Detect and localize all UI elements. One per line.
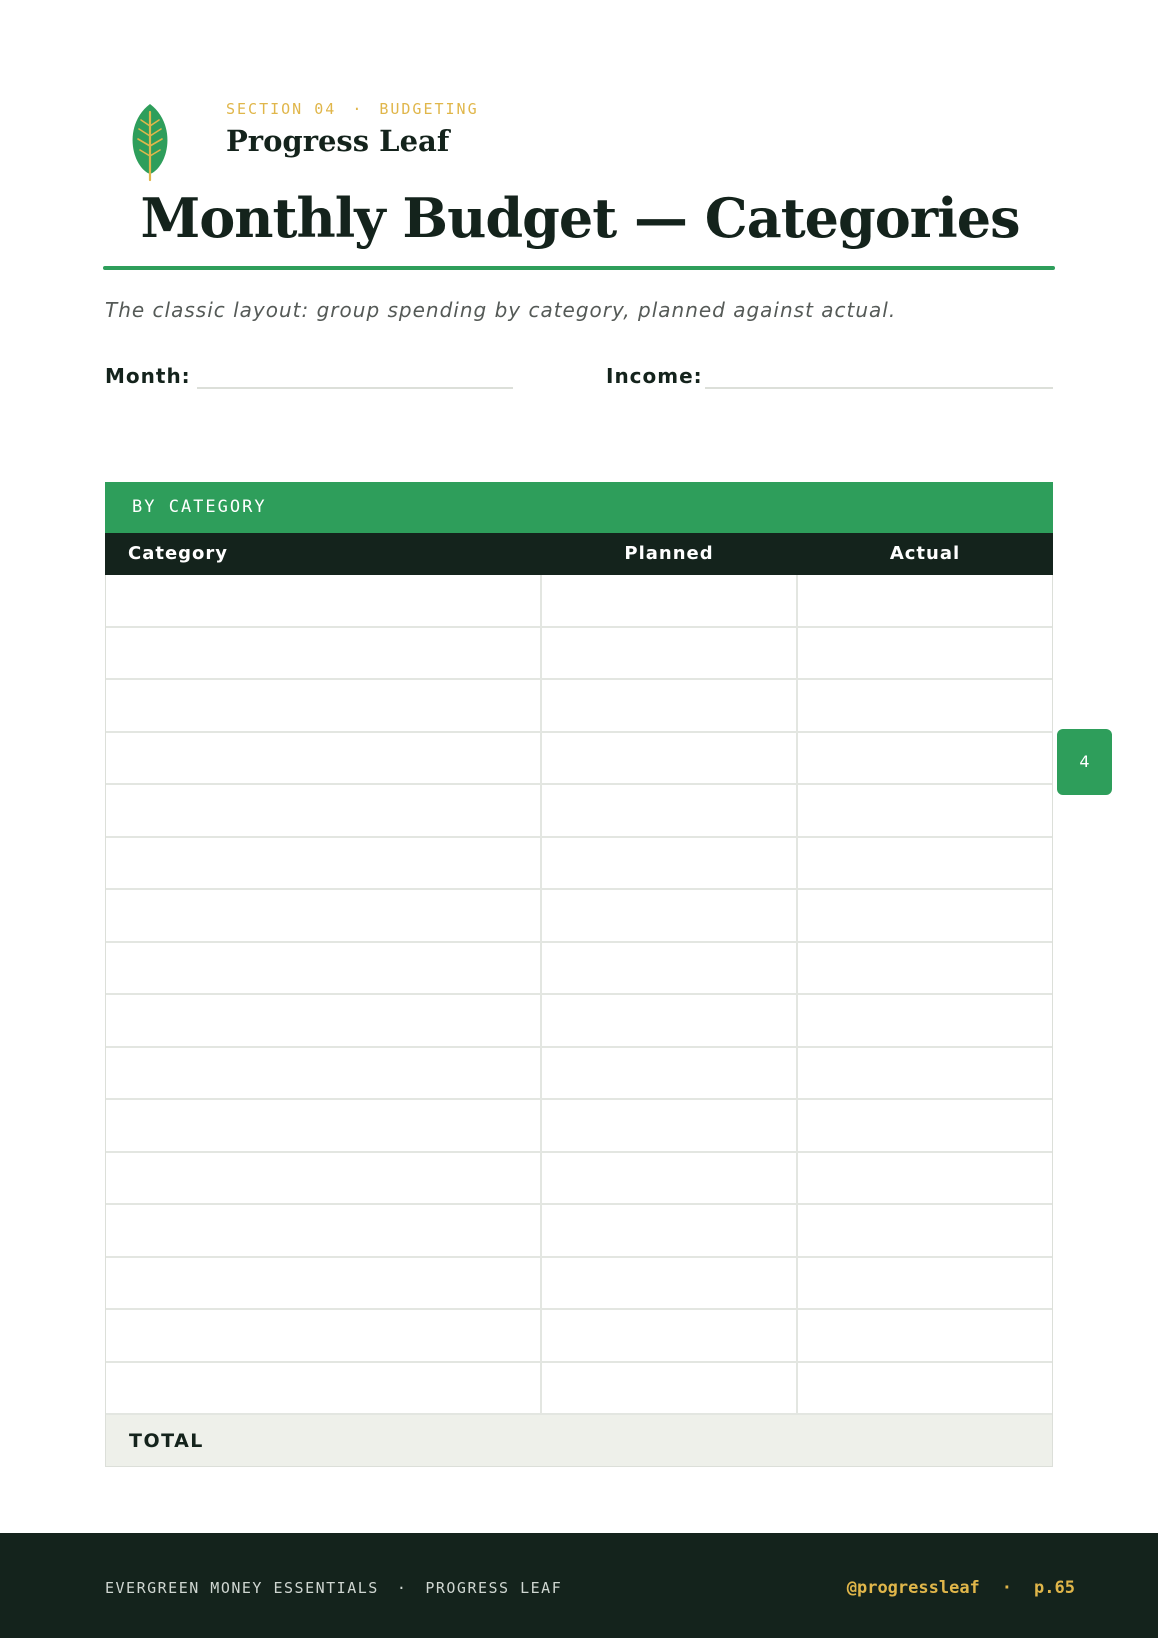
table-row [106,943,1052,996]
planned-cell[interactable] [542,680,798,731]
table-row [106,785,1052,838]
total-row: TOTAL [105,1415,1053,1467]
planned-cell[interactable] [542,890,798,941]
planned-cell[interactable] [542,733,798,784]
category-cell[interactable] [106,575,542,626]
column-header-planned: Planned [624,543,714,564]
category-cell[interactable] [106,1363,542,1414]
month-label: Month: [105,364,191,388]
actual-cell[interactable] [798,733,1052,784]
footer-separator-right: · [1001,1578,1013,1598]
category-cell[interactable] [106,995,542,1046]
footer-book-title: EVERGREEN MONEY ESSENTIALS [105,1579,379,1597]
actual-cell[interactable] [798,785,1052,836]
actual-cell[interactable] [798,995,1052,1046]
category-cell[interactable] [106,943,542,994]
category-cell[interactable] [106,838,542,889]
actual-cell[interactable] [798,838,1052,889]
category-cell[interactable] [106,1205,542,1256]
table-row [106,1100,1052,1153]
section-tab[interactable]: 4 [1057,729,1112,795]
table-row [106,575,1052,628]
actual-cell[interactable] [798,1363,1052,1414]
footer-brand: PROGRESS LEAF [425,1579,563,1597]
planned-cell[interactable] [542,1100,798,1151]
table-row [106,1205,1052,1258]
footer-handle: @progressleaf [846,1578,980,1598]
actual-cell[interactable] [798,1310,1052,1361]
actual-cell[interactable] [798,1258,1052,1309]
table-row [106,680,1052,733]
page-number: p.65 [1034,1578,1075,1598]
column-header-category: Category [128,543,229,564]
planned-cell[interactable] [542,628,798,679]
category-cell[interactable] [106,680,542,731]
category-cell[interactable] [106,628,542,679]
footer [0,1533,1158,1638]
income-label: Income: [606,364,703,388]
section-topic: BUDGETING [379,100,479,118]
table-row [106,1310,1052,1363]
footer-right [847,1578,1075,1598]
title-underline [103,266,1055,270]
actual-cell[interactable] [798,628,1052,679]
table-row [106,995,1052,1048]
actual-cell[interactable] [798,890,1052,941]
planned-cell[interactable] [542,1310,798,1361]
planned-cell[interactable] [542,995,798,1046]
planned-cell[interactable] [542,1048,798,1099]
table-header-row [105,533,1053,575]
actual-cell[interactable] [798,1153,1052,1204]
category-cell[interactable] [106,1258,542,1309]
category-cell[interactable] [106,785,542,836]
table-row [106,1153,1052,1206]
footer-separator: · [396,1579,408,1597]
month-field[interactable] [197,387,513,389]
section-separator: · [352,100,364,118]
actual-cell[interactable] [798,943,1052,994]
planned-cell[interactable] [542,1258,798,1309]
table-body [105,575,1053,1415]
actual-cell[interactable] [798,1205,1052,1256]
table-row [106,733,1052,786]
table-row [106,1363,1052,1416]
column-header-actual: Actual [889,543,961,564]
category-cell[interactable] [106,890,542,941]
budget-table [105,482,1053,1467]
actual-cell[interactable] [798,1100,1052,1151]
planned-cell[interactable] [542,1153,798,1204]
actual-cell[interactable] [798,575,1052,626]
section-eyebrow [226,100,479,118]
category-cell[interactable] [106,1100,542,1151]
actual-cell[interactable] [798,680,1052,731]
planned-cell[interactable] [542,575,798,626]
planned-cell[interactable] [542,1363,798,1414]
leaf-icon [126,102,174,182]
page-subtitle: The classic layout: group spending by category, planned against actual. [105,298,897,322]
footer-left [105,1579,562,1597]
table-row [106,838,1052,891]
category-cell[interactable] [106,1153,542,1204]
table-row [106,1258,1052,1311]
brand-name: Progress Leaf [226,124,450,158]
category-cell[interactable] [106,733,542,784]
category-cell[interactable] [106,1310,542,1361]
page-title: Monthly Budget — Categories [140,186,1020,250]
table-row [106,628,1052,681]
income-field[interactable] [705,387,1053,389]
table-row [106,890,1052,943]
planned-cell[interactable] [542,838,798,889]
category-cell[interactable] [106,1048,542,1099]
planned-cell[interactable] [542,785,798,836]
section-label: SECTION 04 [226,100,337,118]
actual-cell[interactable] [798,1048,1052,1099]
table-band-title: BY CATEGORY [105,482,1053,533]
planned-cell[interactable] [542,943,798,994]
table-row [106,1048,1052,1101]
planned-cell[interactable] [542,1205,798,1256]
